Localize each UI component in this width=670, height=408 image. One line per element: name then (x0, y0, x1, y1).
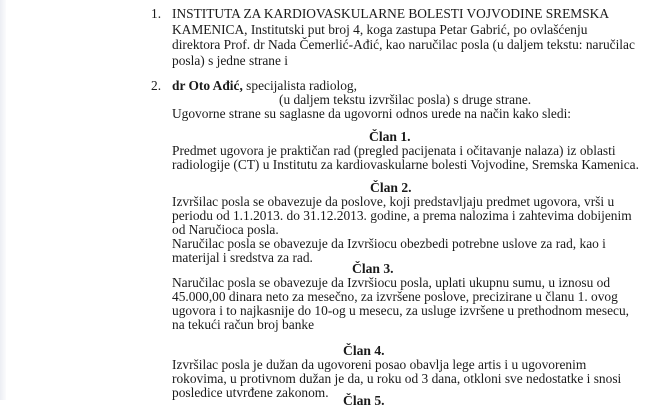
party-2-role: (u daljem tekstu izvršilac posla) s druge strane. (279, 92, 532, 107)
article-line: materijal i sredstva za rad. (172, 250, 313, 265)
article-line: od Naručioca posla. (172, 222, 279, 237)
article-heading: Član 2. (370, 180, 412, 195)
list-number: 1. (151, 6, 162, 21)
contractor-title: specijalista radiolog, (242, 78, 357, 93)
contractor-name: dr Oto Ađić, (172, 78, 243, 93)
article-heading: Član 3. (352, 261, 394, 276)
article-line: radiologije (CT) u Institutu za kardiovaskularne bolesti Vojvodine, Sremska Kamenica. (172, 157, 639, 172)
article-heading: Član 5. (343, 393, 385, 408)
article-line: periodu od 1.1.2013. do 31.12.2013. godine, a prema nalozima i zahtevima dobijenim (172, 208, 632, 223)
article-line: Izvršilac posla je dužan da ugovoreni posao obavlja lege artis i u ugovorenim (172, 357, 587, 372)
party-1-line: INSTITUTA ZA KARDIOVASKULARNE BOLESTI VOJVODINE SREMSKA (172, 6, 609, 21)
article-line: Predmet ugovora je praktičan rad (pregled pacijenata i očitavanje nalaza) iz oblasti (172, 143, 616, 158)
article-heading: Član 4. (343, 343, 385, 358)
party-1-line: posla) s jedne strane i (172, 53, 289, 68)
party-1-line: KAMENICA, Institutski put broj 4, koga zastupa Petar Gabrić, po ovlašćenju (172, 22, 588, 37)
article-line: na tekući račun broj banke (172, 317, 315, 332)
list-number: 2. (151, 78, 162, 93)
scan-edge-shadow (0, 0, 6, 400)
article-line: 45.000,00 dinara neto za mesečno, za izvršene poslove, precizirane u članu 1. ovog (172, 289, 618, 304)
article-line: Naručilac posla se obavezuje da Izvršiocu posla, uplati ukupnu sumu, u iznosu od (172, 275, 611, 290)
article-line: Izvršilac posla se obavezuje da poslove, koji predstavljaju predmet ugovora, vrši u (172, 194, 615, 209)
agreement-intro: Ugovorne strane su saglasne da ugovorni odnos urede na način kako sledi: (172, 106, 572, 121)
article-line: ugovora i to najkasnije do 10-og u mesecu, za usluge izvršene u prethodnom mesecu, (172, 303, 630, 318)
article-line: rokovima, u protivnom dužan je da, u roku od 3 dana, otkloni sve nedostatke i snosi (172, 371, 622, 386)
party-2-line (172, 78, 357, 93)
article-line: posledice utvrđene zakonom. (172, 385, 329, 400)
article-line: Naručilac posla se obavezuje da Izvršiocu obezbedi potrebne uslove za rad, kao i (172, 236, 606, 251)
party-1-line: direktora Prof. dr Nada Čemerlić-Ađić, kao naručilac posla (u daljem tekstu: naručilac (172, 37, 635, 52)
article-heading: Član 1. (369, 129, 411, 144)
